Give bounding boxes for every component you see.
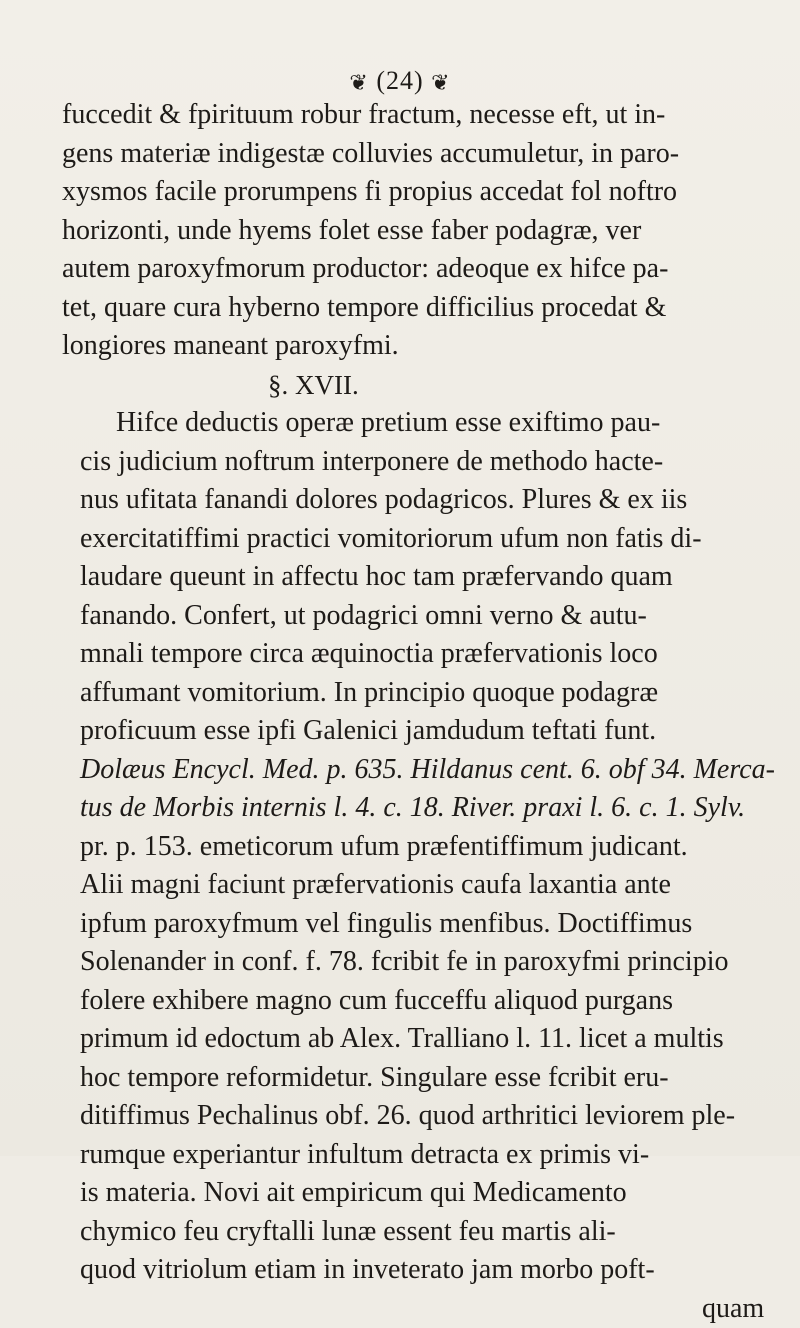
text-line: longiores maneant paroxyfmi. <box>62 327 800 366</box>
text-line: rumque experiantur infultum detracta ex primis vi- <box>62 1136 800 1175</box>
section-heading: §. XVII. <box>62 366 800 405</box>
text-line: fanando. Confert, ut podagrici omni verno & autu- <box>62 597 800 636</box>
catchword: quam <box>62 1290 800 1328</box>
text-line: proficuum esse ipfi Galenici jamdudum teftati funt. <box>62 712 800 751</box>
text-line: laudare queunt in affectu hoc tam præfervando quam <box>62 558 800 597</box>
text-line: Hifce deductis operæ pretium esse exiftimo pau- <box>62 404 800 443</box>
text-line: mnali tempore circa æquinoctia præfervationis loco <box>62 635 800 674</box>
body-text <box>62 96 800 1328</box>
text-line: nus ufitata fanandi dolores podagricos. Plures & ex iis <box>62 481 800 520</box>
text-line: autem paroxyfmorum productor: adeoque ex hifce pa- <box>62 250 800 289</box>
text-line-citation <box>62 751 800 790</box>
right-ornament-icon: ❦ <box>431 70 450 95</box>
text-line: xysmos facile prorumpens fi propius accedat fol noftro <box>62 173 800 212</box>
text-line: primum id edoctum ab Alex. Tralliano l. 11. licet a multis <box>62 1020 800 1059</box>
text-line: affumant vomitorium. In principio quoque podagræ <box>62 674 800 713</box>
text-line: pr. p. 153. emeticorum ufum præfentiffimum judicant. <box>62 828 800 867</box>
page-number: (24) <box>376 66 423 95</box>
text-line: exercitatiffimi practici vomitoriorum ufum non fatis di- <box>62 520 800 559</box>
page-header <box>0 66 800 96</box>
text-line: quod vitriolum etiam in inveterato jam morbo poft- <box>62 1251 800 1290</box>
text-line: Alii magni faciunt præfervationis caufa laxantia ante <box>62 866 800 905</box>
text-line: tet, quare cura hyberno tempore difficilius procedat & <box>62 289 800 328</box>
citation-text: Dolæus Encycl. Med. p. 635. Hildanus cent. 6. obf 34. Merca- <box>80 754 775 785</box>
text-line-citation <box>62 789 800 828</box>
text-line: chymico feu cryftalli lunæ essent feu martis ali- <box>62 1213 800 1252</box>
text-line: fuccedit & fpirituum robur fractum, necesse eft, ut in- <box>62 96 800 135</box>
text-line: Solenander in conf. f. 78. fcribit fe in paroxyfmi principio <box>62 943 800 982</box>
text-line: cis judicium noftrum interponere de methodo hacte- <box>62 443 800 482</box>
text-line: gens materiæ indigestæ colluvies accumuletur, in paro- <box>62 135 800 174</box>
citation-text: tus de Morbis internis l. 4. c. 18. River. praxi l. 6. c. 1. Sylv. <box>80 792 745 823</box>
text-line: ipfum paroxyfmum vel fingulis menfibus. Doctiffimus <box>62 905 800 944</box>
text-line: ditiffimus Pechalinus obf. 26. quod arthritici leviorem ple- <box>62 1097 800 1136</box>
text-line: is materia. Novi ait empiricum qui Medicamento <box>62 1174 800 1213</box>
text-line: folere exhibere magno cum fucceffu aliquod purgans <box>62 982 800 1021</box>
text-line: horizonti, unde hyems folet esse faber podagræ, ver <box>62 212 800 251</box>
text-line: hoc tempore reformidetur. Singulare esse fcribit eru- <box>62 1059 800 1098</box>
left-ornament-icon: ❦ <box>349 70 368 95</box>
